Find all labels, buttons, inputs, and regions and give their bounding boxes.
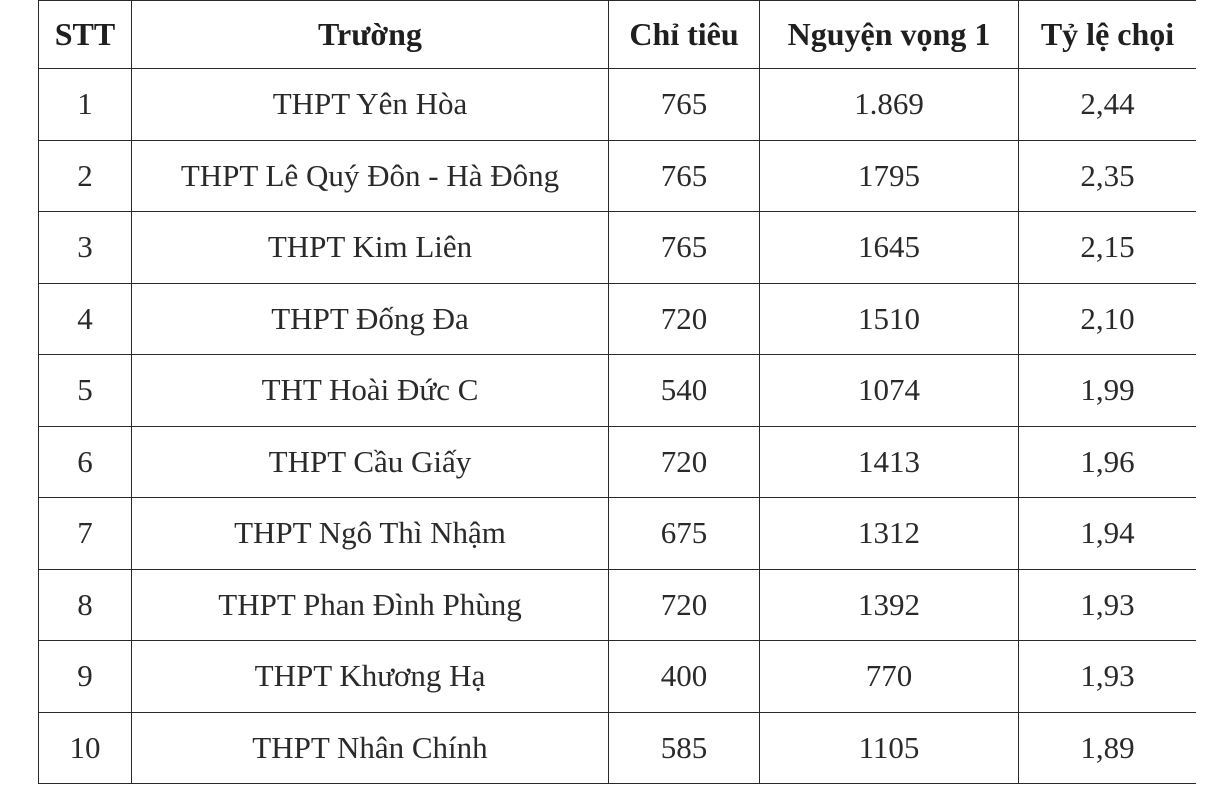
cell-quota: 675: [609, 498, 760, 570]
cell-quota: 540: [609, 355, 760, 427]
cell-ratio: 1,94: [1019, 498, 1197, 570]
cell-first-choice: 1074: [760, 355, 1019, 427]
table-row: [39, 498, 1197, 570]
cell-first-choice: 1105: [760, 712, 1019, 784]
header-ratio: Tỷ lệ chọi: [1019, 1, 1197, 69]
cell-stt: 7: [39, 498, 132, 570]
header-stt: STT: [39, 1, 132, 69]
cell-quota: 400: [609, 641, 760, 713]
cell-first-choice: 1.869: [760, 69, 1019, 141]
cell-ratio: 2,15: [1019, 212, 1197, 284]
cell-ratio: 1,99: [1019, 355, 1197, 427]
cell-stt: 5: [39, 355, 132, 427]
cell-school: THPT Nhân Chính: [132, 712, 609, 784]
cell-stt: 2: [39, 140, 132, 212]
admission-ratio-table: [38, 0, 1196, 784]
cell-school: THPT Phan Đình Phùng: [132, 569, 609, 641]
cell-first-choice: 770: [760, 641, 1019, 713]
cell-quota: 720: [609, 283, 760, 355]
table-row: [39, 569, 1197, 641]
cell-quota: 765: [609, 140, 760, 212]
table-row: [39, 712, 1197, 784]
header-first-choice: Nguyện vọng 1: [760, 1, 1019, 69]
cell-school: THPT Khương Hạ: [132, 641, 609, 713]
cell-quota: 765: [609, 69, 760, 141]
cell-school: THPT Yên Hòa: [132, 69, 609, 141]
table-row: [39, 140, 1197, 212]
cell-ratio: 1,93: [1019, 641, 1197, 713]
cell-stt: 6: [39, 426, 132, 498]
admission-ratio-table-container: [38, 0, 1196, 789]
cell-quota: 765: [609, 212, 760, 284]
cell-stt: 4: [39, 283, 132, 355]
cell-quota: 585: [609, 712, 760, 784]
cell-stt: 9: [39, 641, 132, 713]
cell-first-choice: 1510: [760, 283, 1019, 355]
cell-school: THPT Đống Đa: [132, 283, 609, 355]
table-row: [39, 283, 1197, 355]
cell-first-choice: 1392: [760, 569, 1019, 641]
cell-stt: 8: [39, 569, 132, 641]
cell-ratio: 2,10: [1019, 283, 1197, 355]
cell-quota: 720: [609, 569, 760, 641]
cell-first-choice: 1413: [760, 426, 1019, 498]
cell-school: THPT Lê Quý Đôn - Hà Đông: [132, 140, 609, 212]
cell-school: THPT Ngô Thì Nhậm: [132, 498, 609, 570]
cell-first-choice: 1645: [760, 212, 1019, 284]
table-row: [39, 641, 1197, 713]
cell-stt: 1: [39, 69, 132, 141]
table-row: [39, 426, 1197, 498]
table-row: [39, 212, 1197, 284]
table-body: [39, 69, 1197, 784]
header-row: [39, 1, 1197, 69]
cell-school: THPT Kim Liên: [132, 212, 609, 284]
cell-stt: 10: [39, 712, 132, 784]
cell-quota: 720: [609, 426, 760, 498]
header-quota: Chỉ tiêu: [609, 1, 760, 69]
cell-first-choice: 1795: [760, 140, 1019, 212]
table-row: [39, 355, 1197, 427]
header-school: Trường: [132, 1, 609, 69]
cell-school: THPT Cầu Giấy: [132, 426, 609, 498]
cell-ratio: 2,35: [1019, 140, 1197, 212]
cell-ratio: 1,89: [1019, 712, 1197, 784]
cell-ratio: 2,44: [1019, 69, 1197, 141]
cell-school: THT Hoài Đức C: [132, 355, 609, 427]
cell-stt: 3: [39, 212, 132, 284]
table-header: [39, 1, 1197, 69]
cell-ratio: 1,96: [1019, 426, 1197, 498]
cell-ratio: 1,93: [1019, 569, 1197, 641]
table-row: [39, 69, 1197, 141]
cell-first-choice: 1312: [760, 498, 1019, 570]
